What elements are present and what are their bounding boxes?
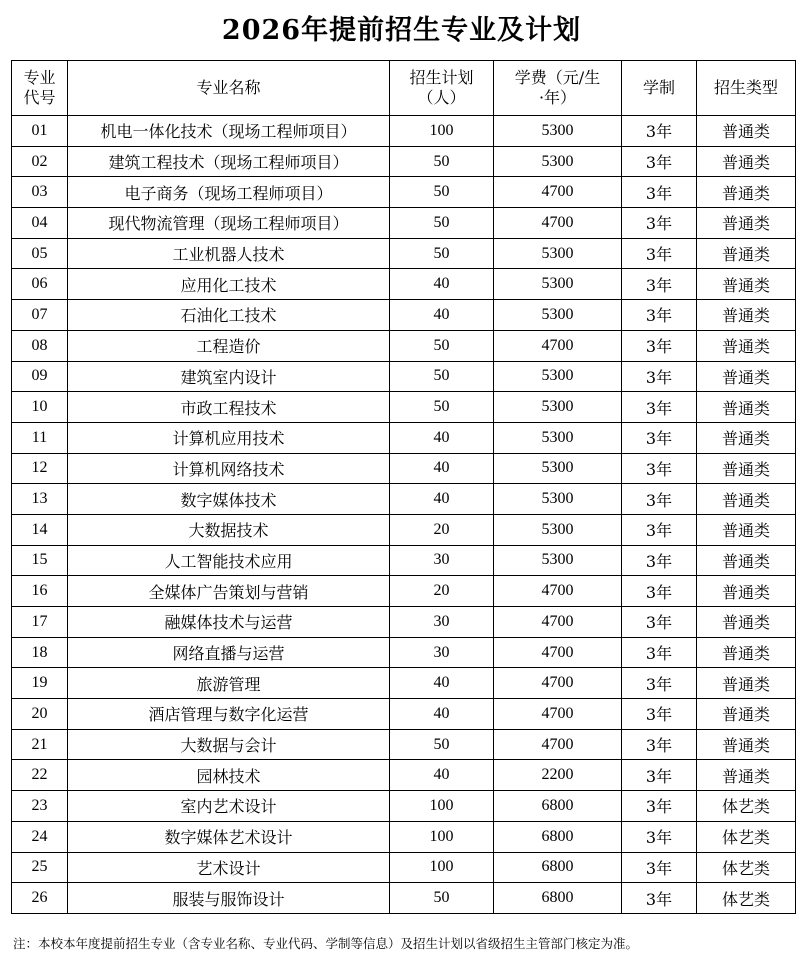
cell-fee: 4700	[494, 330, 622, 361]
cell-name: 工程造价	[68, 330, 390, 361]
cell-plan: 50	[390, 208, 494, 239]
table-row	[12, 330, 796, 361]
header-code-line1: 专业	[23, 68, 56, 87]
cell-name: 建筑工程技术（现场工程师项目）	[68, 146, 390, 177]
table-row	[12, 545, 796, 576]
cell-name: 园林技术	[68, 760, 390, 791]
cell-duration: 3年	[622, 238, 697, 269]
table-row	[12, 146, 796, 177]
cell-plan: 50	[390, 729, 494, 760]
cell-type: 体艺类	[697, 852, 796, 883]
cell-fee: 5300	[494, 545, 622, 576]
header-code	[12, 61, 68, 116]
table-row	[12, 883, 796, 914]
cell-duration: 3年	[622, 760, 697, 791]
header-type: 招生类型	[697, 61, 796, 116]
cell-code: 08	[12, 330, 68, 361]
cell-code: 21	[12, 729, 68, 760]
cell-code: 02	[12, 146, 68, 177]
cell-duration: 3年	[622, 637, 697, 668]
cell-duration: 3年	[622, 729, 697, 760]
cell-code: 11	[12, 422, 68, 453]
cell-name: 计算机应用技术	[68, 422, 390, 453]
cell-name: 现代物流管理（现场工程师项目）	[68, 208, 390, 239]
table-row	[12, 791, 796, 822]
header-fee	[494, 61, 622, 116]
cell-duration: 3年	[622, 821, 697, 852]
header-plan-line1: 招生计划	[409, 68, 474, 87]
cell-duration: 3年	[622, 392, 697, 423]
cell-type: 普通类	[697, 361, 796, 392]
cell-code: 12	[12, 453, 68, 484]
cell-fee: 4700	[494, 668, 622, 699]
cell-name: 建筑室内设计	[68, 361, 390, 392]
header-fee-line2: ·年）	[538, 88, 577, 107]
cell-fee: 4700	[494, 576, 622, 607]
table-row	[12, 729, 796, 760]
cell-type: 普通类	[697, 330, 796, 361]
cell-plan: 30	[390, 607, 494, 638]
cell-fee: 4700	[494, 607, 622, 638]
cell-type: 普通类	[697, 637, 796, 668]
cell-code: 09	[12, 361, 68, 392]
table-row	[12, 453, 796, 484]
cell-duration: 3年	[622, 852, 697, 883]
table-row	[12, 116, 796, 147]
table-row	[12, 760, 796, 791]
header-row	[12, 61, 796, 116]
cell-duration: 3年	[622, 668, 697, 699]
cell-name: 工业机器人技术	[68, 238, 390, 269]
cell-name: 人工智能技术应用	[68, 545, 390, 576]
cell-type: 普通类	[697, 760, 796, 791]
table-row	[12, 668, 796, 699]
cell-name: 数字媒体艺术设计	[68, 821, 390, 852]
cell-duration: 3年	[622, 607, 697, 638]
cell-plan: 40	[390, 760, 494, 791]
table-row	[12, 699, 796, 730]
cell-fee: 4700	[494, 208, 622, 239]
cell-plan: 30	[390, 637, 494, 668]
cell-fee: 5300	[494, 361, 622, 392]
cell-plan: 40	[390, 484, 494, 515]
cell-duration: 3年	[622, 422, 697, 453]
header-plan-line2: （人）	[417, 88, 466, 107]
table-row	[12, 576, 796, 607]
table-row	[12, 852, 796, 883]
cell-plan: 100	[390, 821, 494, 852]
cell-type: 普通类	[697, 453, 796, 484]
cell-fee: 5300	[494, 484, 622, 515]
cell-plan: 100	[390, 791, 494, 822]
cell-fee: 5300	[494, 269, 622, 300]
cell-type: 普通类	[697, 177, 796, 208]
enrollment-plan-table	[11, 60, 796, 914]
cell-code: 05	[12, 238, 68, 269]
cell-type: 普通类	[697, 607, 796, 638]
cell-type: 普通类	[697, 269, 796, 300]
cell-name: 艺术设计	[68, 852, 390, 883]
cell-duration: 3年	[622, 116, 697, 147]
cell-plan: 100	[390, 116, 494, 147]
cell-name: 融媒体技术与运营	[68, 607, 390, 638]
cell-plan: 50	[390, 238, 494, 269]
cell-plan: 20	[390, 576, 494, 607]
cell-name: 服装与服饰设计	[68, 883, 390, 914]
cell-duration: 3年	[622, 576, 697, 607]
table-row	[12, 821, 796, 852]
cell-plan: 50	[390, 392, 494, 423]
cell-plan: 40	[390, 699, 494, 730]
table-row	[12, 361, 796, 392]
cell-plan: 20	[390, 514, 494, 545]
cell-fee: 4700	[494, 177, 622, 208]
cell-duration: 3年	[622, 330, 697, 361]
cell-code: 06	[12, 269, 68, 300]
cell-code: 14	[12, 514, 68, 545]
cell-name: 网络直播与运营	[68, 637, 390, 668]
table-body	[12, 116, 796, 914]
cell-fee: 5300	[494, 514, 622, 545]
cell-fee: 5300	[494, 422, 622, 453]
cell-type: 普通类	[697, 729, 796, 760]
cell-code: 22	[12, 760, 68, 791]
footnote: 注：本校本年度提前招生专业（含专业名称、专业代码、学制等信息）及招生计划以省级招生主管部门核定为准。	[13, 936, 639, 951]
cell-name: 酒店管理与数字化运营	[68, 699, 390, 730]
cell-duration: 3年	[622, 545, 697, 576]
cell-code: 07	[12, 300, 68, 331]
cell-fee: 5300	[494, 238, 622, 269]
cell-duration: 3年	[622, 883, 697, 914]
cell-type: 普通类	[697, 146, 796, 177]
cell-name: 计算机网络技术	[68, 453, 390, 484]
cell-name: 石油化工技术	[68, 300, 390, 331]
cell-type: 普通类	[697, 484, 796, 515]
cell-plan: 50	[390, 177, 494, 208]
cell-code: 16	[12, 576, 68, 607]
cell-fee: 5300	[494, 300, 622, 331]
cell-duration: 3年	[622, 699, 697, 730]
table-row	[12, 422, 796, 453]
cell-duration: 3年	[622, 453, 697, 484]
cell-fee: 4700	[494, 637, 622, 668]
cell-fee: 6800	[494, 821, 622, 852]
header-duration: 学制	[622, 61, 697, 116]
cell-duration: 3年	[622, 514, 697, 545]
cell-code: 01	[12, 116, 68, 147]
cell-plan: 50	[390, 330, 494, 361]
cell-type: 普通类	[697, 514, 796, 545]
cell-type: 普通类	[697, 699, 796, 730]
cell-plan: 40	[390, 453, 494, 484]
cell-code: 19	[12, 668, 68, 699]
header-fee-line1: 学费（元/生	[514, 68, 601, 87]
table-header	[12, 61, 796, 116]
page-title: 2026年提前招生专业及计划	[221, 15, 582, 46]
cell-code: 15	[12, 545, 68, 576]
cell-fee: 5300	[494, 146, 622, 177]
cell-type: 体艺类	[697, 791, 796, 822]
table-row	[12, 607, 796, 638]
cell-fee: 6800	[494, 852, 622, 883]
cell-code: 20	[12, 699, 68, 730]
cell-plan: 50	[390, 361, 494, 392]
table-row	[12, 238, 796, 269]
table-row	[12, 300, 796, 331]
cell-code: 18	[12, 637, 68, 668]
table-row	[12, 514, 796, 545]
cell-name: 大数据与会计	[68, 729, 390, 760]
header-plan	[390, 61, 494, 116]
cell-plan: 40	[390, 269, 494, 300]
cell-name: 电子商务（现场工程师项目）	[68, 177, 390, 208]
cell-duration: 3年	[622, 791, 697, 822]
cell-code: 03	[12, 177, 68, 208]
cell-fee: 6800	[494, 791, 622, 822]
cell-type: 普通类	[697, 392, 796, 423]
cell-name: 大数据技术	[68, 514, 390, 545]
cell-fee: 6800	[494, 883, 622, 914]
cell-type: 普通类	[697, 422, 796, 453]
cell-duration: 3年	[622, 208, 697, 239]
cell-fee: 4700	[494, 729, 622, 760]
header-name: 专业名称	[68, 61, 390, 116]
cell-fee: 5300	[494, 392, 622, 423]
cell-name: 数字媒体技术	[68, 484, 390, 515]
table-row	[12, 392, 796, 423]
cell-plan: 40	[390, 300, 494, 331]
cell-code: 04	[12, 208, 68, 239]
cell-duration: 3年	[622, 300, 697, 331]
cell-duration: 3年	[622, 269, 697, 300]
cell-plan: 50	[390, 146, 494, 177]
table-row	[12, 269, 796, 300]
cell-name: 室内艺术设计	[68, 791, 390, 822]
cell-duration: 3年	[622, 146, 697, 177]
cell-code: 25	[12, 852, 68, 883]
cell-duration: 3年	[622, 361, 697, 392]
cell-plan: 100	[390, 852, 494, 883]
cell-fee: 5300	[494, 116, 622, 147]
cell-type: 体艺类	[697, 883, 796, 914]
cell-type: 普通类	[697, 238, 796, 269]
cell-type: 普通类	[697, 668, 796, 699]
cell-code: 24	[12, 821, 68, 852]
cell-name: 应用化工技术	[68, 269, 390, 300]
cell-duration: 3年	[622, 484, 697, 515]
cell-type: 普通类	[697, 545, 796, 576]
cell-code: 17	[12, 607, 68, 638]
cell-code: 23	[12, 791, 68, 822]
table-row	[12, 177, 796, 208]
cell-code: 26	[12, 883, 68, 914]
cell-name: 旅游管理	[68, 668, 390, 699]
cell-name: 机电一体化技术（现场工程师项目）	[68, 116, 390, 147]
cell-plan: 50	[390, 883, 494, 914]
cell-code: 13	[12, 484, 68, 515]
cell-plan: 40	[390, 422, 494, 453]
table-row	[12, 484, 796, 515]
cell-type: 体艺类	[697, 821, 796, 852]
cell-plan: 30	[390, 545, 494, 576]
table-row	[12, 637, 796, 668]
cell-fee: 2200	[494, 760, 622, 791]
header-code-line2: 代号	[23, 88, 56, 107]
cell-fee: 4700	[494, 699, 622, 730]
cell-type: 普通类	[697, 208, 796, 239]
cell-fee: 5300	[494, 453, 622, 484]
cell-name: 市政工程技术	[68, 392, 390, 423]
cell-plan: 40	[390, 668, 494, 699]
cell-name: 全媒体广告策划与营销	[68, 576, 390, 607]
cell-type: 普通类	[697, 300, 796, 331]
cell-duration: 3年	[622, 177, 697, 208]
cell-type: 普通类	[697, 116, 796, 147]
table-row	[12, 208, 796, 239]
cell-type: 普通类	[697, 576, 796, 607]
cell-code: 10	[12, 392, 68, 423]
